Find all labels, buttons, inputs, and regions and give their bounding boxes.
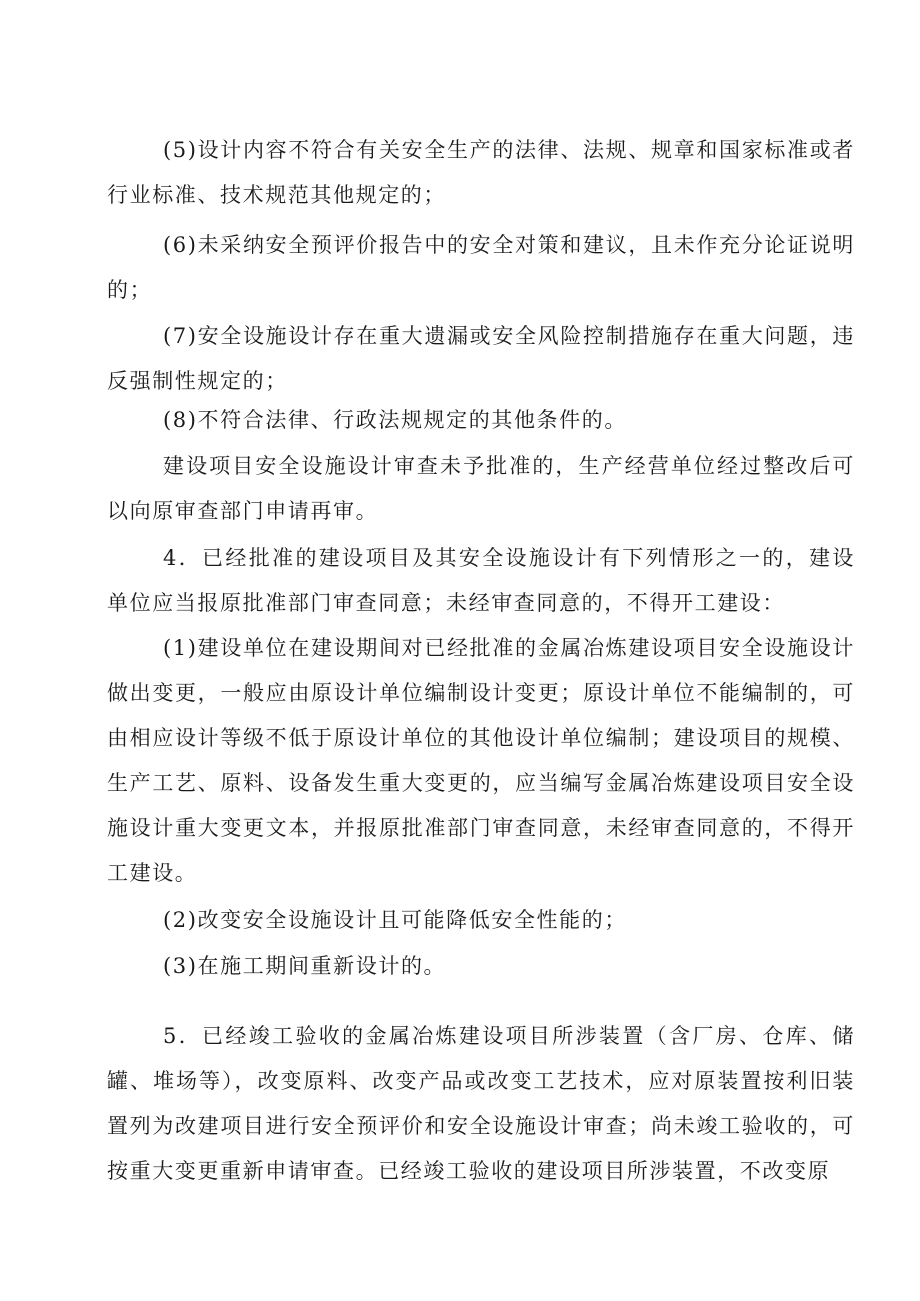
paragraph-item-1: (1)建设单位在建设期间对已经批准的金属冶炼建设项目安全设施设计做出变更，一般应由原设计单位编制设计变更；原设计单位不能编制的，可由相应设计等级不低于原设计单位的其他设计单位编制；建设项目的规模、生产工艺、原料、设备发生重大变更的，应当编写金属冶炼建设项目安全设施设计重大变更文本，并报原批准部门审查同意，未经审查同意的，不得开工建设。: [107, 636, 855, 885]
paragraph-section-4: 4．已经批准的建设项目及其安全设施设计有下列情形之一的，建设单位应当报原批准部门审查同意；未经审查同意的，不得开工建设：: [107, 546, 855, 615]
paragraph-item-5: (5)设计内容不符合有关安全生产的法律、法规、规章和国家标准或者行业标准、技术规范其他规定的；: [107, 138, 855, 207]
paragraph-item-7: (7)安全设施设计存在重大遗漏或安全风险控制措施存在重大问题，违反强制性规定的；: [107, 324, 855, 393]
paragraph-item-2: (2)改变安全设施设计且可能降低安全性能的；: [163, 908, 627, 932]
paragraph-item-8: (8)不符合法律、行政法规规定的其他条件的。: [163, 408, 627, 432]
paragraph-item-3: (3)在施工期间重新设计的。: [163, 954, 447, 978]
paragraph-resubmission: 建设项目安全设施设计审查未予批准的，生产经营单位经过整改后可以向原审查部门申请再审。: [107, 454, 855, 523]
paragraph-section-5: 5．已经竣工验收的金属冶炼建设项目所涉装置（含厂房、仓库、储罐、堆场等），改变原料、改变产品或改变工艺技术，应对原装置按利旧装置列为改建项目进行安全预评价和安全设施设计审查；尚未竣工验收的，可按重大变更重新申请审查。已经竣工验收的建设项目所涉装置，不改变原: [107, 1024, 855, 1183]
paragraph-item-6: (6)未采纳安全预评价报告中的安全对策和建议，且未作充分论证说明的；: [107, 233, 855, 302]
